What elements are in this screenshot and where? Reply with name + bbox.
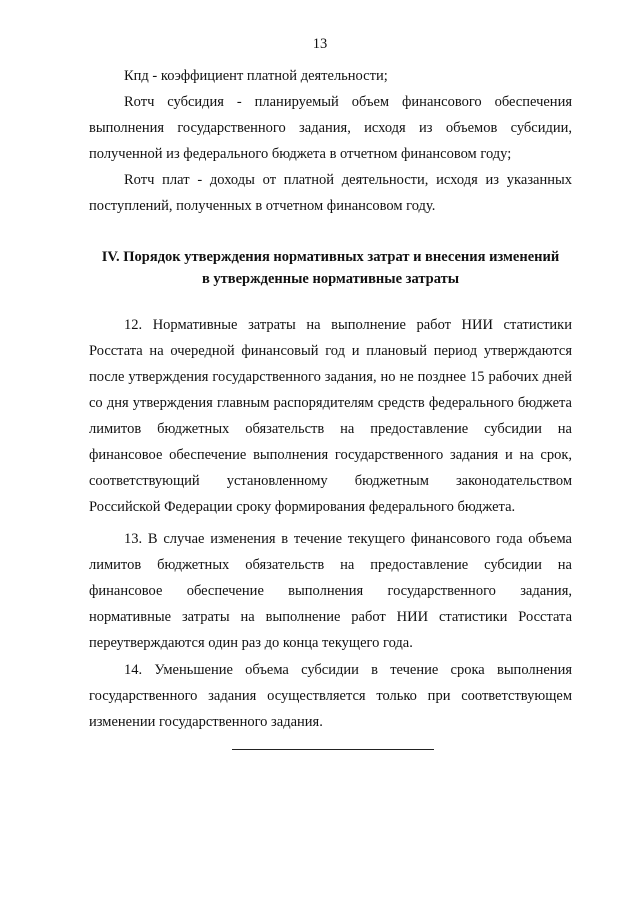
definition-subsidy: Rотч субсидия - планируемый объем финансового обеспечения выполнения государственного задания, исходя из объемов субсидии, полученной из федерального бюджета в отчетном финансовом году; <box>89 94 572 162</box>
definitions-block <box>89 63 572 219</box>
paragraph-text: 13. В случае изменения в течение текущего финансового года объема лимитов бюджетных обязательств на предоставление субсидии на финансовое обеспечение выполнения государственного задания, нормативные затраты на выполнение работ НИИ статистики Росстата переутверждаются один раз до конца текущего года. <box>89 531 572 651</box>
definition-paid-income: Rотч плат - доходы от платной деятельности, исходя из указанных поступлений, полученных в отчетном финансовом году. <box>89 172 572 214</box>
paragraph-12 <box>89 312 572 520</box>
definition-kpd: Кпд - коэффициент платной деятельности; <box>124 68 388 84</box>
page-number: 13 <box>312 36 328 52</box>
paragraph-13 <box>89 526 572 656</box>
paragraph-text: 14. Уменьшение объема субсидии в течение срока выполнения государственного задания осуществляется только при соответствующем изменении государственного задания. <box>89 662 572 730</box>
section-heading-line-2: в утвержденные нормативные затраты <box>201 271 460 287</box>
section-heading-line-1: IV. Порядок утверждения нормативных затрат и внесения изменений <box>101 249 560 265</box>
paragraph-14 <box>89 657 572 735</box>
end-separator-line <box>232 749 434 750</box>
section-heading <box>89 246 572 290</box>
paragraph-text: 12. Нормативные затраты на выполнение работ НИИ статистики Росстата на очередной финансовый год и плановый период утверждаются после утверждения государственного задания, но не позднее 15 рабочих дней со дня утверждения главным распорядителям средств федерального бюджета лимитов бюджетных обязательств на предоставление субсидии на финансовое обеспечение выполнения государственного задания и на срок, соответствующий установленному бюджетным законодательством Российской Федерации сроку формирования федерального бюджета. <box>89 317 572 515</box>
